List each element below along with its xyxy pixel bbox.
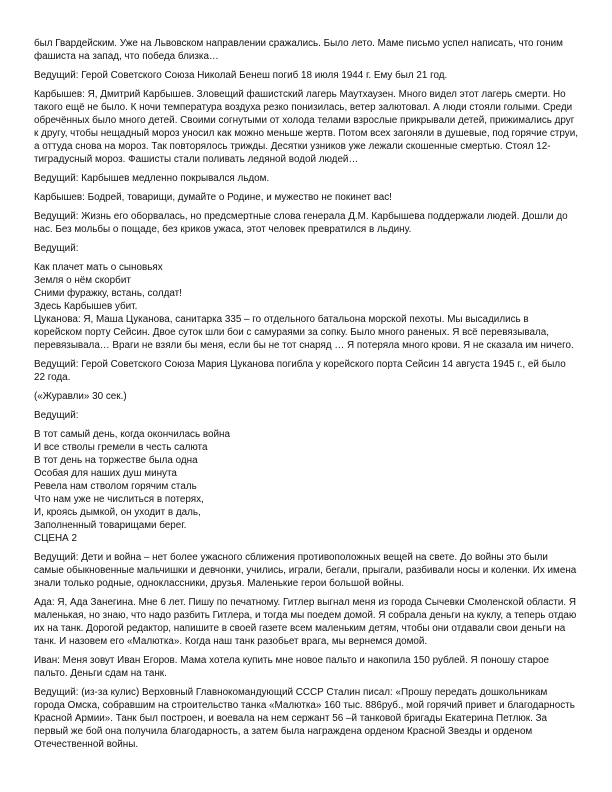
- paragraph-host-label-2: Ведущий:: [34, 410, 79, 421]
- paragraph-benesh-death: Ведущий: Герой Советского Союза Николай Бенеш погиб 18 июля 1944 г. Ему был 21 год.: [34, 70, 448, 81]
- poem-victory-day: [34, 428, 579, 545]
- paragraph-stalin-telegram: Ведущий: (из-за кулис) Верховный Главнокомандующий СССР Сталин писал: «Прошу передать дошкольникам города Омска, собравшим на строительство танка «Малютка» 160 тыс. 886руб., мой горячий привет и благодарность Красной Армии». Танк был построен, и воевала на нем сержант 56 –й танковой бригады Екатерина Петлюк. За первый же бой она получила благодарность, а затем была награждена орденом Красной Звезды и орденом Отечественной войны.: [34, 687, 575, 750]
- poem-line: Как плачет мать о сыновьях: [34, 262, 163, 273]
- poem-line: И все стволы гремели в честь салюта: [34, 442, 208, 453]
- poem-line: Что нам уже не числиться в потерях,: [34, 494, 204, 505]
- poem-line: Земля о нём скорбит: [34, 275, 131, 286]
- paragraph-ivan-letter: Иван: Меня зовут Иван Егоров. Мама хотела купить мне новое пальто и накопила 150 рублей. Я поношу старое пальто. Деньги сдам на танк.: [34, 655, 550, 679]
- poem-line: И, кроясь дымкой, он уходит в даль,: [34, 507, 201, 518]
- poem-line: Заполненный товарищами берег.: [34, 520, 187, 531]
- paragraph-karbyshev-monologue: Карбышев: Я, Дмитрий Карбышев. Зловещий фашистский лагерь Маутхаузен. Много видел этот лагерь смерти. Но такого ещё не было. К ночи температура воздуха резко понизилась, ветер залютовал. А люди стояли голыми. Среди обречённых было много детей. Своими согнутыми от холода телами взрослые прикрывали детей, прижимались друг к другу, чтобы нещадный мороз уносил как можно меньше жертв. Потом всех загоняли в душевые, под горячие струи, а оттуда снова на мороз. Так повторялось трижды. Десятки узников уже лежали скошенные смертью. Стоял 12-тиградусный мороз. Фашисты стали поливать ледяной водой людей…: [34, 89, 579, 165]
- paragraph-benesh-story: был Гвардейским. Уже на Львовском направлении сражались. Было лето. Маме письмо успел написать, что гоним фашиста на запад, что победа близка…: [34, 38, 563, 62]
- paragraph-tsukanova-monologue: Цуканова: Я, Маша Цуканова, санитарка 335 – го отдельного батальона морской пехоты. Мы высадились в корейском порту Сейсин. Двое суток шли бои с самураями за сопку. Было много раненых. Я всё перевязывала, перевязывала… Враги не взяли бы меня, если бы не тот снаряд … Я потеряла много крови. Я не сказала им ничего.: [34, 314, 574, 351]
- paragraph-karbyshev-words: Карбышев: Бодрей, товарищи, думайте о Родине, и мужество не покинет вас!: [34, 192, 392, 203]
- document-page: [34, 37, 579, 757]
- paragraph-children-and-war: Ведущий: Дети и война – нет более ужасного сближения противоположных вещей на свете. До войны это были самые обыкновенные мальчишки и девчонки, учились, играли, бегали, прыгали, разбивали носы и коленки. Их имена знали только родные, одноклассники, друзья. Маленькие герои большой войны.: [34, 552, 577, 589]
- paragraph-tsukanova-death: Ведущий: Герой Советского Союза Мария Цуканова погибла у корейского порта Сейсин 14 августа 1945 г., ей было 22 года.: [34, 359, 566, 383]
- scene-heading: СЦЕНА 2: [34, 533, 77, 544]
- paragraph-ada-letter: Ада: Я, Ада Занегина. Мне 6 лет. Пишу по печатному. Гитлер выгнал меня из города Сычевки Смоленской области. Я маленькая, но знаю, что надо разбить Гитлера, и тогда мы поедем домой. Я собрала деньги на куклу, а теперь отдаю их на танк. Дорогой редактор, напишите в своей газете всем маленьким детям, чтобы они отдавали свои деньги на танк. И назовем его «Малютка». Когда наш танк разобьет врага, мы вернемся домой.: [34, 597, 577, 647]
- paragraph-music-cue: («Журавли» 30 сек.): [34, 391, 127, 402]
- poem-line: Сними фуражку, встань, солдат!: [34, 288, 182, 299]
- poem-line: Особая для наших душ минута: [34, 468, 177, 479]
- paragraph-karbyshev-ice: Ведущий: Карбышев медленно покрывался льдом.: [34, 173, 270, 184]
- poem-line: Здесь Карбышев убит.: [34, 301, 138, 312]
- paragraph-karbyshev-death: Ведущий: Жизнь его оборвалась, но предсмертные слова генерала Д.М. Карбышева поддержали людей. Дошли до нас. Без мольбы о пощаде, без криков ужаса, этот человек превратился в льдину.: [34, 211, 568, 235]
- poem-karbyshev: [34, 261, 579, 352]
- poem-line: В тот самый день, когда окончилась война: [34, 429, 230, 440]
- paragraph-host-label: Ведущий:: [34, 243, 79, 254]
- poem-line: В тот день на торжестве была одна: [34, 455, 198, 466]
- poem-line: Ревела нам стволом горячим сталь: [34, 481, 197, 492]
